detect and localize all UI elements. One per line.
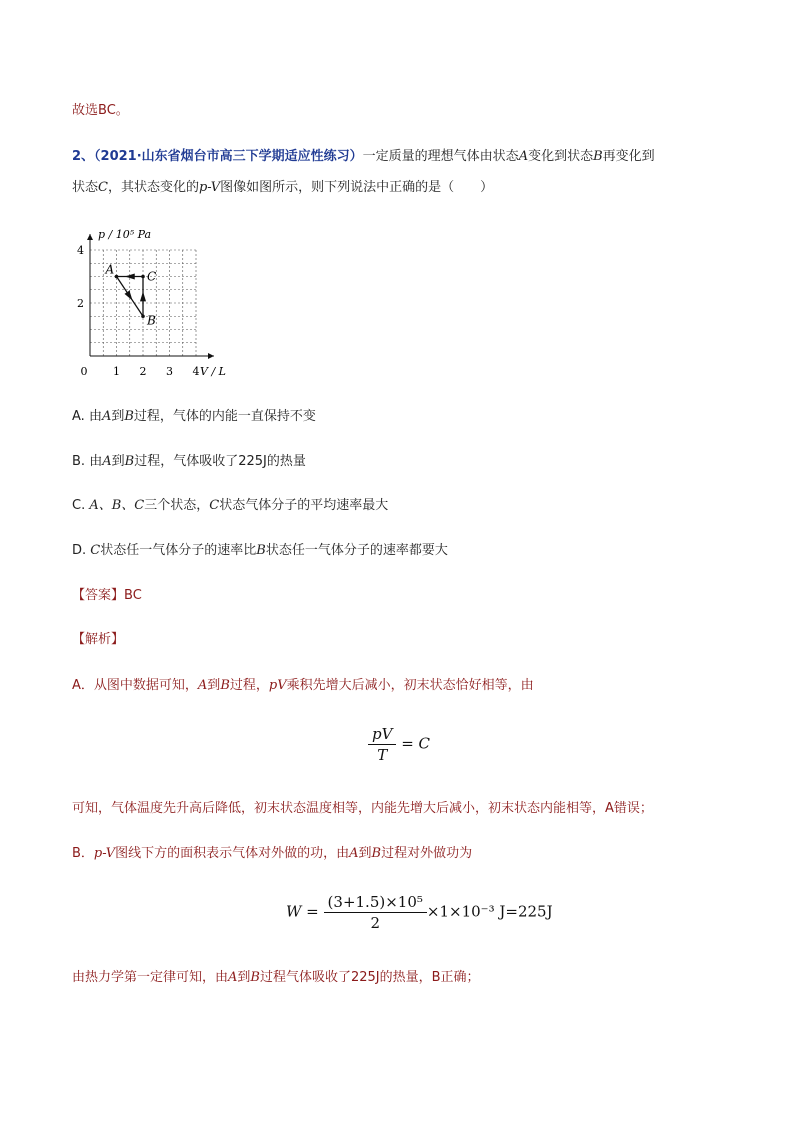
- analysis-text: 过程，: [229, 678, 269, 693]
- var-c: C: [98, 180, 108, 195]
- answer-line: [72, 586, 142, 606]
- question-source: （2021·山东省烟台市高三下学期适应性练习）: [94, 149, 363, 164]
- option-b[interactable]: [72, 452, 306, 472]
- x-axis-label: V / L: [200, 365, 226, 378]
- lhs: W =: [286, 902, 319, 921]
- analysis-a-conclusion: 可知，气体温度先升高后降低，初末状态温度相等，内能先增大后减小，初末状态内能相等，A错误；: [72, 801, 653, 816]
- option-var: B: [124, 454, 135, 469]
- analysis-var: A: [349, 846, 359, 861]
- question-line-2: [72, 178, 493, 198]
- y-tick-label: 4: [77, 244, 84, 257]
- option-text: 过程，气体的内能一直保持不变: [133, 409, 316, 424]
- analysis-text: 到: [237, 970, 251, 985]
- var-a: A: [518, 149, 529, 164]
- option-text: 到: [111, 409, 125, 424]
- analysis-var: B: [250, 970, 260, 985]
- option-text: 三个状态，: [144, 498, 210, 513]
- analysis-label: 【解析】: [72, 632, 125, 647]
- analysis-var: p-V: [93, 846, 116, 861]
- analysis-text: 过程气体吸收了225J的热量，B正确；: [259, 970, 480, 985]
- analysis-b-line: [72, 844, 472, 864]
- option-var: B: [124, 409, 134, 424]
- option-text: 状态任一气体分子的速率都要大: [265, 543, 448, 558]
- option-key: C.: [72, 498, 86, 513]
- answer-label: 【答案】: [72, 588, 125, 603]
- state-point: [115, 275, 119, 279]
- analysis-text: 图线下方的面积表示气体对外做的功，由: [115, 846, 350, 861]
- state-label: A: [105, 262, 115, 277]
- state-label: C: [147, 269, 157, 284]
- state-point: [141, 314, 145, 318]
- stem-text: 图像如图所示，则下列说法中正确的是（ ）: [220, 180, 494, 195]
- option-text: 到: [111, 454, 125, 469]
- denominator: 2: [370, 914, 380, 932]
- option-var: A: [102, 454, 112, 469]
- fraction: [368, 725, 396, 764]
- x-tick-label: 1: [113, 365, 120, 378]
- origin-label: 0: [80, 365, 88, 378]
- option-key: A.: [72, 409, 85, 424]
- x-axis-arrow: [208, 353, 214, 359]
- option-d[interactable]: [72, 541, 448, 561]
- stem-text: 变化到状态: [528, 149, 594, 164]
- option-var: C: [90, 543, 101, 558]
- analysis-b-conclusion: [72, 968, 480, 988]
- analysis-var: pV: [268, 678, 287, 693]
- fraction: [324, 893, 427, 932]
- y-tick-label: 2: [77, 297, 84, 310]
- option-var: A、B、C: [89, 498, 145, 513]
- numerator: (3+1.5)×10⁵: [324, 893, 427, 913]
- answer-value: BC: [124, 588, 142, 603]
- rhs: = C: [401, 734, 431, 753]
- option-text: 由: [88, 409, 102, 424]
- x-tick-label: 3: [166, 365, 173, 378]
- analysis-var: B: [220, 678, 230, 693]
- analysis-text: A．从图中数据可知，: [72, 678, 198, 693]
- denominator: T: [377, 746, 388, 764]
- y-axis-label: p / 10⁵ Pa: [98, 228, 152, 241]
- formula-work: [286, 893, 553, 932]
- question-line-1: [72, 147, 655, 167]
- analysis-var: A: [228, 970, 238, 985]
- stem-text: ，其状态变化的: [107, 180, 199, 195]
- analysis-text: 由热力学第一定律可知，由: [72, 970, 229, 985]
- analysis-text: 过程对外做功为: [381, 846, 473, 861]
- rhs: ×1×10⁻³ J=225J: [426, 902, 553, 921]
- pv-diagram: [70, 220, 250, 380]
- analysis-text: 到: [358, 846, 372, 861]
- option-text: 状态气体分子的平均速率最大: [219, 498, 389, 513]
- option-var: C: [209, 498, 220, 513]
- x-tick-label: 4: [192, 365, 200, 378]
- stem-text: 再变化到: [602, 149, 655, 164]
- option-var: A: [101, 409, 112, 424]
- analysis-a-line: [72, 676, 534, 696]
- prev-answer: 故选BC。: [72, 103, 129, 118]
- stem-text: 状态: [72, 180, 99, 195]
- process-arrow: [140, 291, 146, 301]
- option-c[interactable]: [72, 496, 388, 516]
- numerator: pV: [368, 725, 396, 745]
- option-text: 过程，气体吸收了225J的热量: [134, 454, 306, 469]
- question-number: 2、: [72, 149, 95, 164]
- var-b: B: [593, 149, 603, 164]
- option-text: 由: [89, 454, 103, 469]
- option-a[interactable]: [72, 407, 316, 427]
- option-var: B: [256, 543, 266, 558]
- y-axis-arrow: [87, 234, 93, 240]
- option-key: D.: [72, 543, 87, 558]
- state-label: B: [147, 313, 156, 328]
- analysis-var: B: [371, 846, 382, 861]
- analysis-text: 乘积先增大后减小，初末状态恰好相等，由: [286, 678, 534, 693]
- option-text: 状态任一气体分子的速率比: [100, 543, 257, 558]
- stem-text: 一定质量的理想气体由状态: [362, 149, 519, 164]
- state-point: [141, 275, 145, 279]
- option-key: B.: [72, 454, 86, 469]
- analysis-var: A: [197, 678, 208, 693]
- process-arrow: [124, 291, 132, 301]
- pv-label: p-V: [198, 180, 221, 195]
- x-tick-label: 2: [139, 365, 147, 378]
- analysis-text: 到: [207, 678, 221, 693]
- analysis-text: B．: [72, 846, 94, 861]
- formula-ideal-gas: [368, 725, 430, 764]
